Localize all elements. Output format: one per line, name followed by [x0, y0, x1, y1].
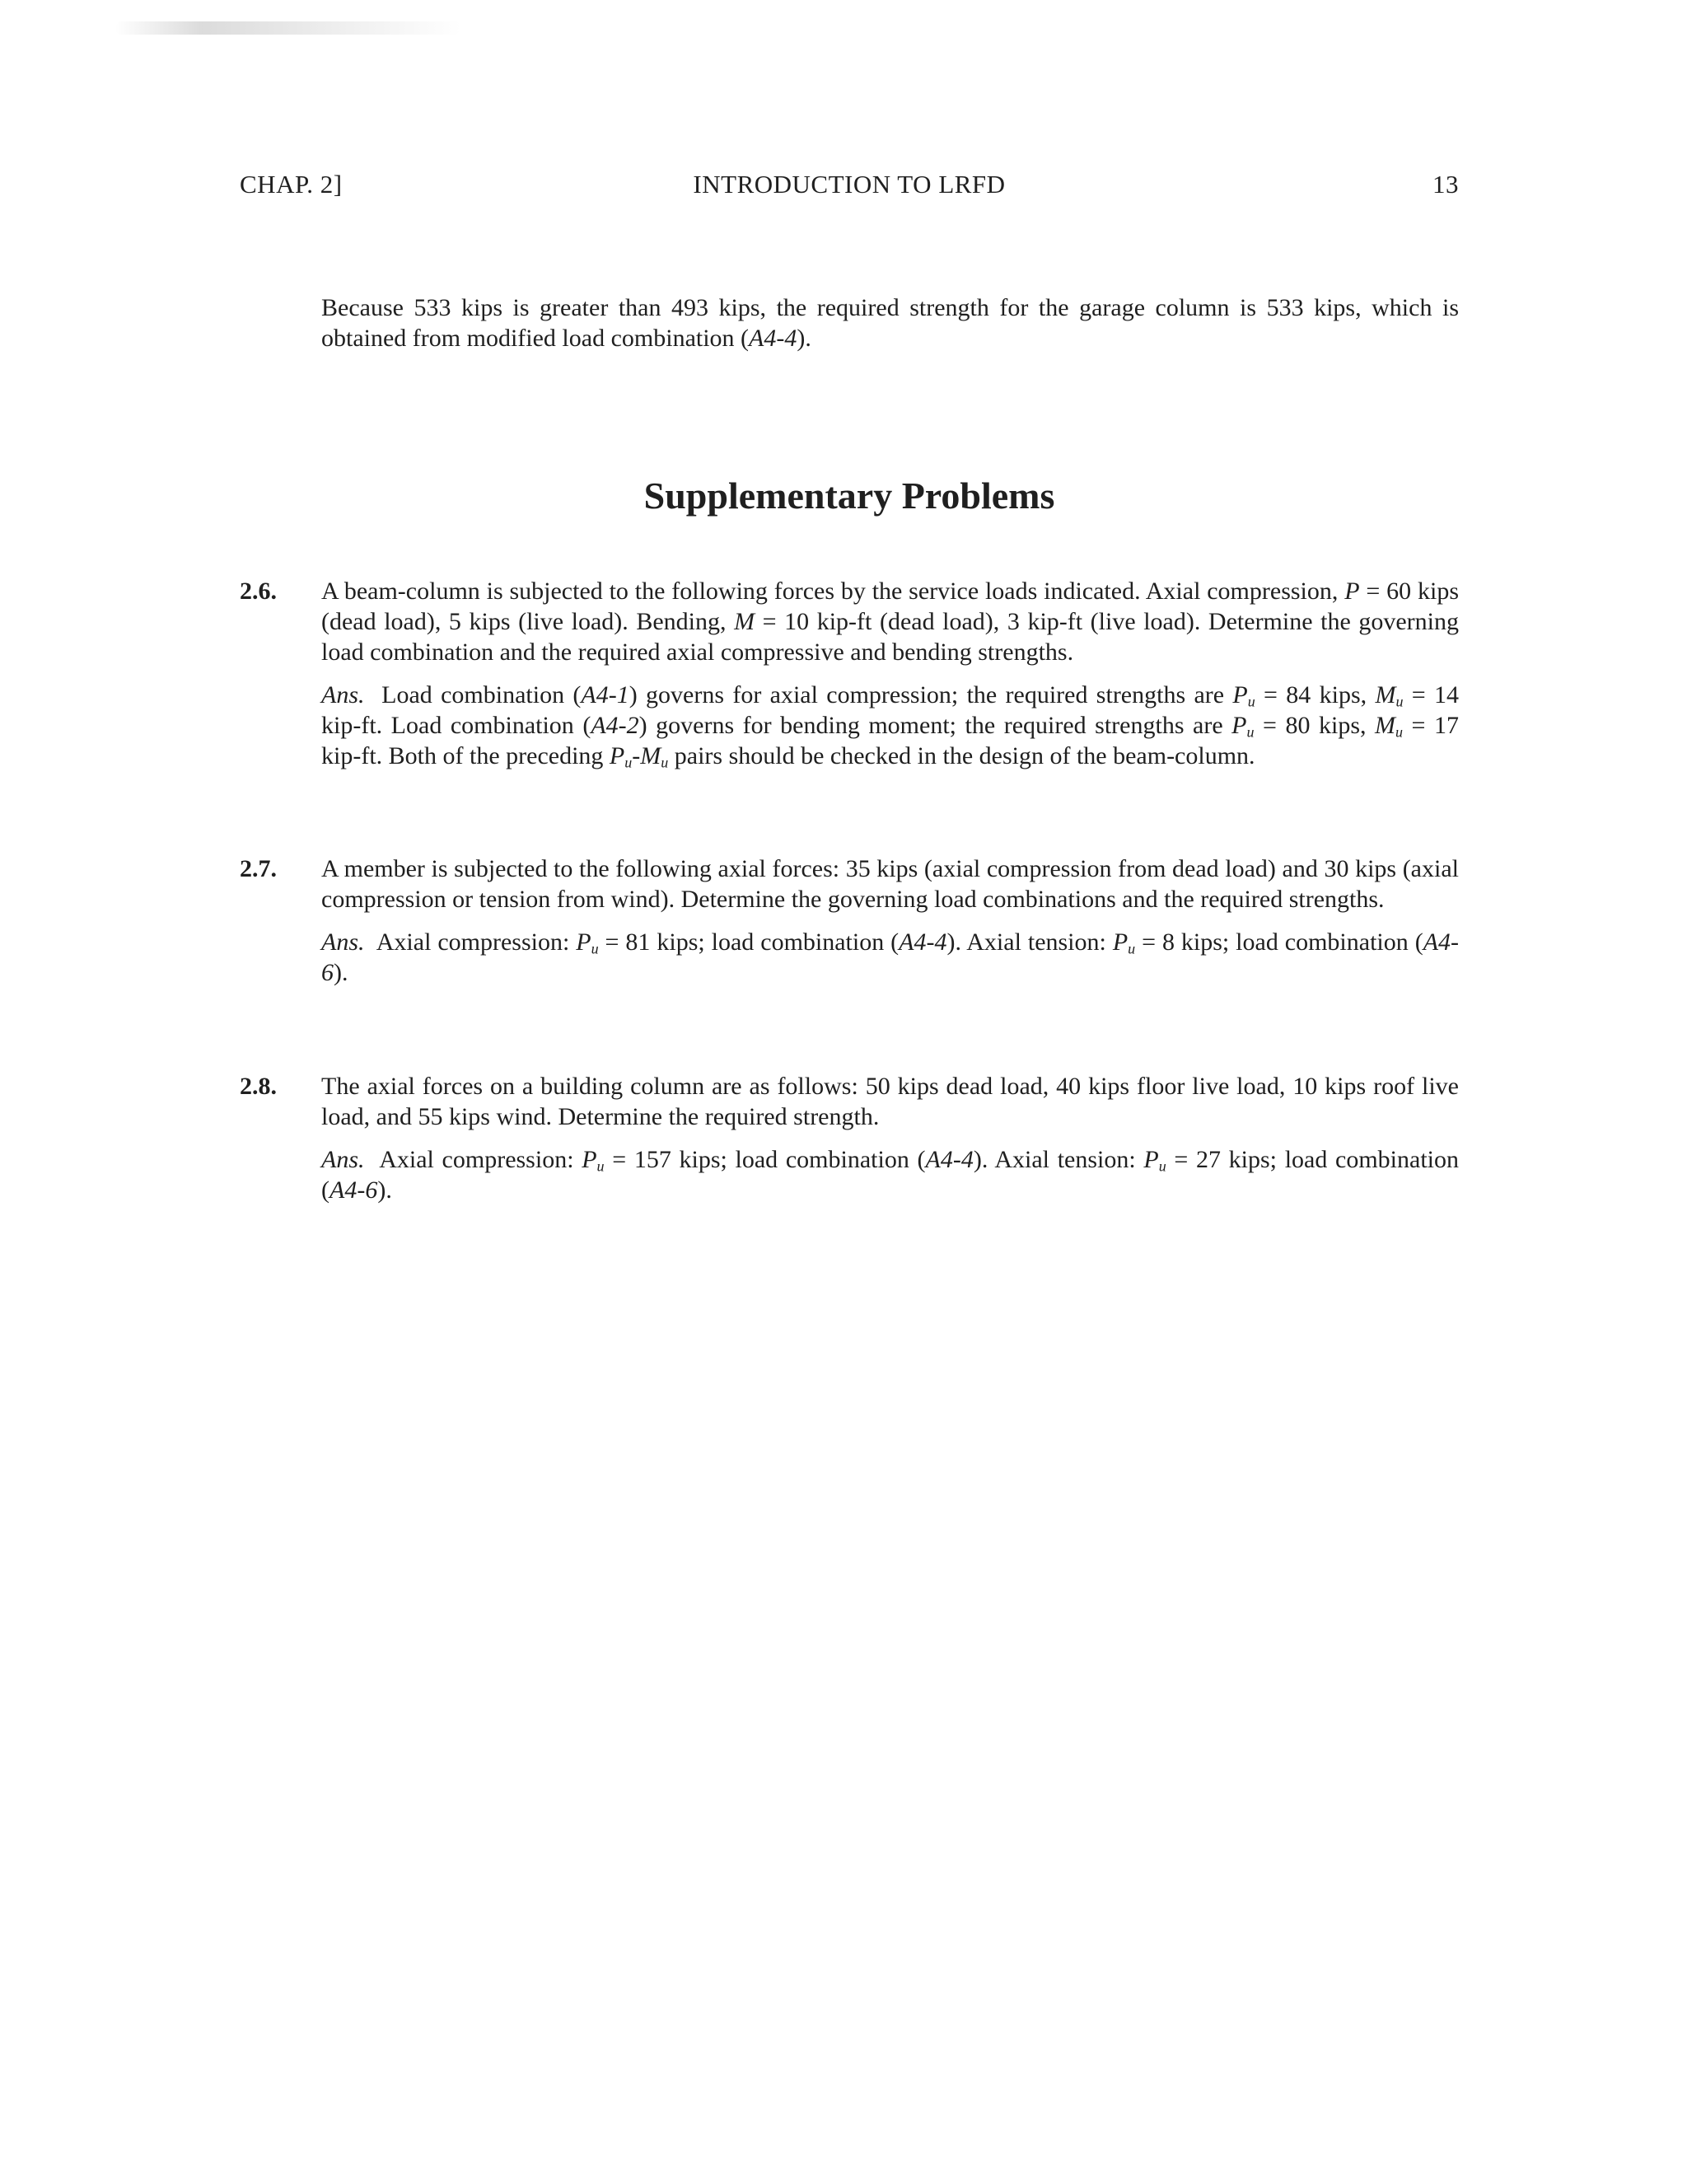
- problem-number: 2.7.: [240, 855, 277, 882]
- chapter-label: CHAP. 2]: [240, 170, 343, 199]
- page-header: [240, 170, 1459, 206]
- intro-paragraph: Because 533 kips is greater than 493 kips, the required strength for the garage column is 533 kips, which is obtained from modified load combination (A4-4).: [321, 294, 1459, 352]
- problem-answer: Ans. Axial compression: $P_u = 157$ kips; load combination (A4-4). Axial tension: $P_u = 27$ kips; load combination (A4-6).: [321, 1146, 1459, 1204]
- problem-statement: A member is subjected to the following axial forces: 35 kips (axial compression from dead load) and 30 kips (axial compression or tension from wind). Determine the governing load combinations and the required strengths.: [321, 855, 1459, 913]
- problem-number: 2.6.: [240, 578, 277, 605]
- problem-number: 2.8.: [240, 1073, 277, 1100]
- problem-statement: A beam-column is subjected to the following forces by the service loads indicated. Axial compression, P = 60 kips (dead load), 5 kips (live load). Bending, M = 10 kip-ft (dead load), 3 kip-ft (live load). Determine the governing load combination and the required axial compressive and bending strengths.: [321, 578, 1459, 666]
- problem-answer: Ans. Load combination (A4-1) governs for axial compression; the required strengths are $P_u = 84$ kips, $M_u = 14$ kip-ft. Load combination (A4-2) governs for bending moment; the required strengths are $P_u = 80$ kips, $M_u = 17$ kip-ft. Both of the preceding $P_u-M_u$ pairs should be checked in the design of the beam-column.: [321, 681, 1460, 771]
- running-title: INTRODUCTION TO LRFD: [693, 170, 1006, 199]
- page-number: 13: [1432, 170, 1459, 199]
- section-title: Supplementary Problems: [643, 475, 1055, 517]
- problem-2-6: [240, 576, 1459, 771]
- problem-answer: Ans. Axial compression: $P_u = 81$ kips; load combination (A4-4). Axial tension: $P_u = 8$ kips; load combination (A4-6).: [321, 928, 1460, 986]
- problem-2-8: [240, 1071, 1459, 1205]
- scan-artifact: [115, 21, 461, 35]
- problem-2-7: [240, 853, 1459, 988]
- problem-statement: The axial forces on a building column are as follows: 50 kips dead load, 40 kips floor live load, 10 kips roof live load, and 55 kips wind. Determine the required strength.: [321, 1073, 1459, 1130]
